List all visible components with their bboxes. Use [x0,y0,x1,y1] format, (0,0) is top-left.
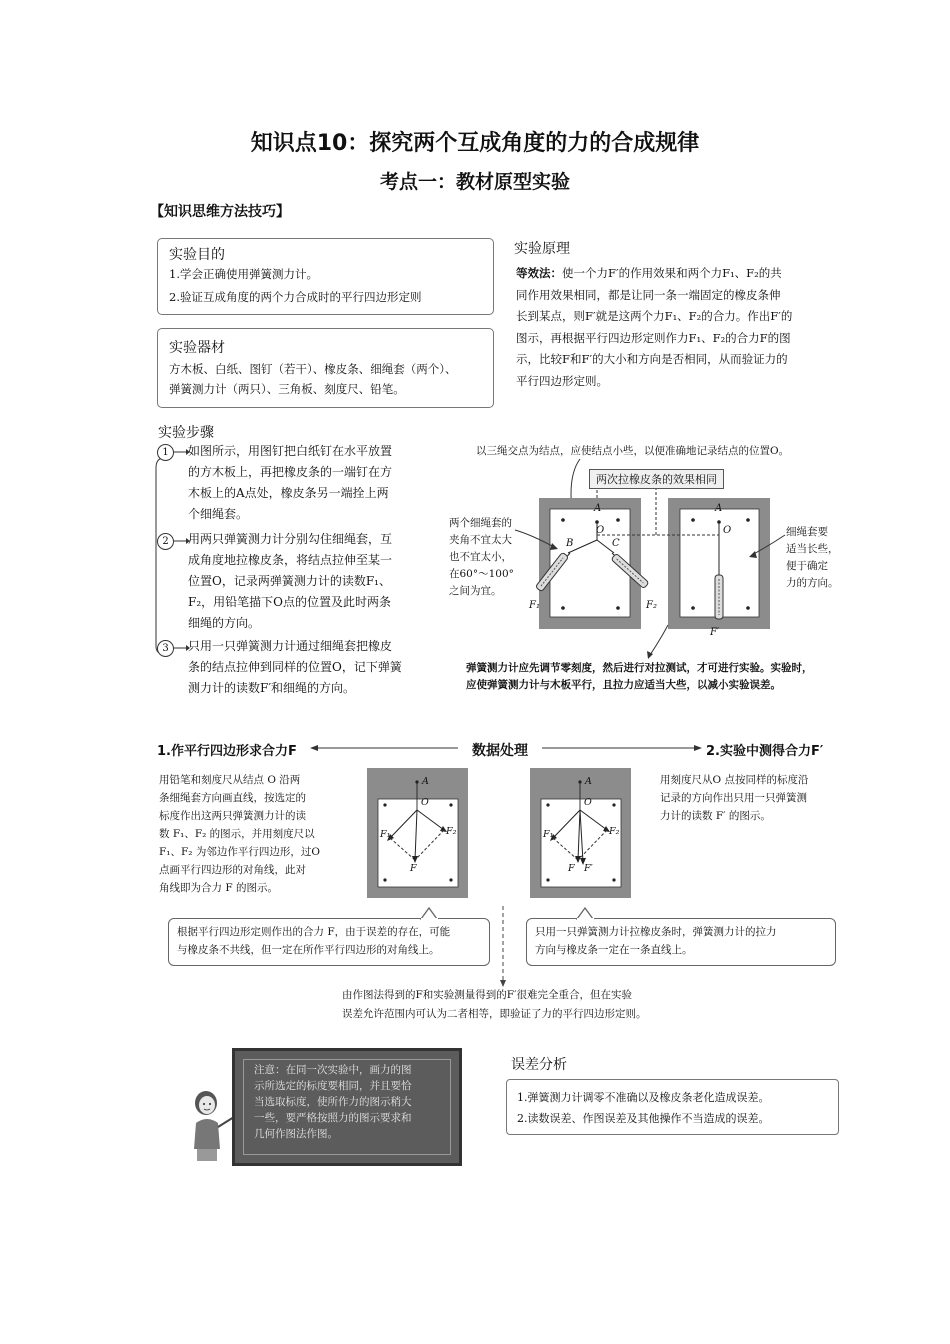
balance-note [466,660,813,694]
callout-pointers [415,906,615,988]
principle-title: 实验原理 [514,241,570,257]
principle-line: 同作用效果相同，都是让同一条一端固定的橡皮条伸 [516,287,781,302]
note-line: 两个细绳套的 [449,517,512,529]
step-number: 1 [157,444,174,461]
error-item: 2.读数误差、作图误差及其他操作不当造成的误差。 [517,1112,770,1125]
section-label: 【知识思维方法技巧】 [150,204,290,220]
text-line: 用刻度尺从O 点按同样的标度沿 [660,774,809,786]
parallelogram-diagrams [360,768,650,900]
angle-note [449,515,514,600]
attention-line: 示所选定的标度要相同，并且要恰 [254,1080,412,1092]
equipment-title: 实验器材 [169,340,225,356]
text-line: 角线即为合力 F 的图示。 [159,882,278,894]
page-title: 知识点10：探究两个互成角度的力的合成规律 [250,131,700,156]
pg-f1-label: F₁ [380,829,391,840]
attention-text [243,1059,451,1155]
text-line: 数 F₁、F₂ 的图示，并用刻度尺以 [159,828,315,840]
method-right-head: 2.实验中测得合力F′ [706,744,824,759]
point-o-label: O [596,525,605,536]
principle-line: 长到某点，则F′就是这两个力F₁、F₂的合力。作出F′的 [516,309,793,323]
note-line: 之间为宜。 [449,585,502,597]
attention-board [232,1048,462,1166]
pg-o-label: O [421,797,429,808]
text-line: 条细绳套方向画直线，按选定的 [159,792,306,804]
point-c-label: C [612,538,620,549]
f1-label: F₁ [529,600,540,611]
data-processing-title: 数据处理 [472,743,528,759]
text-line: F₁、F₂ 为邻边作平行四边形，过O [159,846,320,858]
text-line: 力计的读数 F′ 的图示。 [660,810,771,822]
string-note [786,524,839,592]
knot-note: 以三绳交点为结点，应使结点小些，以便准确地记录结点的位置O。 [476,445,790,457]
method-left-text [159,771,320,897]
step-line: 成角度地拉橡皮条，将结点拉伸至某一 [188,553,393,567]
conclusion-line: 误差允许范围内可认为二者相等，即验证了力的平行四边形定则。 [342,1008,647,1020]
step-line: 测力计的读数F′和细绳的方向。 [188,681,356,695]
step-line: 木板上的A点处，橡皮条另一端拴上两 [188,486,389,500]
note-line: 应使弹簧测力计与木板平行，且拉力应适当大些，以减小实验误差。 [466,679,781,691]
method-right-text [660,771,808,825]
note-line: 细绳套要 [786,526,828,538]
note-line: 适当长些， [786,543,839,555]
pg2-f2-label: F₂ [609,826,620,837]
callout-line: 只用一只弹簧测力计拉橡皮条时，弹簧测力计的拉力 [535,926,777,938]
callout-line: 方向与橡皮条一定在一条直线上。 [535,944,693,956]
equipment-line: 弹簧测力计（两只）、三角板、刻度尺、铅笔。 [169,382,405,396]
point-a-label: A [594,503,602,514]
equipment-line: 方木板、白纸、图钉（若干）、橡皮条、细绳套（两个）、 [169,362,457,376]
note-line: 也不宜太小， [449,551,512,563]
attention-line: 注意：在同一次实验中，画力的图 [254,1064,412,1076]
step-1 [188,441,436,525]
step-number: 3 [157,640,174,657]
purpose-item: 1.学会正确使用弹簧测力计。 [169,267,318,281]
error-box [506,1079,839,1135]
pg2-f-label: F [568,863,575,874]
conclusion-line: 由作图法得到的F和实验测量得到的F′很难完全重合，但在实验 [342,989,632,1001]
pg2-f1-label: F₁ [543,829,554,840]
method-left-head: 1.作平行四边形求合力F [157,744,297,759]
step-line: 位置O，记录两弹簧测力计的读数F₁、 [188,574,391,588]
principle-line: 图示，再根据平行四边形定则作力F₁、F₂的合力F的图 [516,330,791,345]
principle-line: 平行四边形定则。 [516,373,608,388]
fprime-label: F′ [710,627,720,638]
principle-label: 等效法： [516,266,562,280]
text-line: 点画平行四边形的对角线，此对 [159,864,306,876]
step-line: 细绳的方向。 [188,616,261,630]
attention-line: 当选取标度，使所作力的图示稍大 [254,1096,412,1108]
error-item: 1.弹簧测力计调零不准确以及橡皮条老化造成误差。 [517,1091,770,1104]
effect-label: 两次拉橡皮条的效果相同 [589,469,724,489]
note-line: 弹簧测力计应先调节零刻度，然后进行对拉测试，才可进行实验。实验时， [466,662,813,674]
principle-text [516,263,846,392]
pg-f2-label: F₂ [446,826,457,837]
point-b-label: B [566,538,574,549]
attention-line: 几何作图法作图。 [254,1128,338,1140]
f2-label: F₂ [646,600,657,611]
step-line: F₂，用铅笔描下O点的位置及此时两条 [188,595,391,609]
note-line: 夹角不宜太大 [449,534,512,546]
note-line: 在60°～100° [449,568,514,580]
text-line: 标度作出这两只弹簧测力计的读 [159,810,306,822]
step-line: 用两只弹簧测力计分别勾住细绳套，互 [188,532,393,546]
pg2-o-label: O [584,797,592,808]
step-number: 2 [157,533,174,550]
step-line: 如图所示，用图钉把白纸钉在水平放置 [188,444,393,458]
pg2-fprime-label: F′ [584,863,593,874]
purpose-item: 2.验证互成角度的两个力合成时的平行四边形定则 [169,290,422,304]
note-line: 便于确定 [786,560,828,572]
principle-line: 示，比较F和F′的大小和方向是否相同，从而验证力的 [516,352,788,366]
callout-line: 根据平行四边形定则作出的合力 F，由于误差的存在，可能 [177,926,451,938]
pg-a-label: A [422,776,429,787]
callout-line: 与橡皮条不共线，但一定在所作平行四边形的对角线上。 [177,944,440,956]
steps-bracket [150,440,190,710]
step-line: 的方木板上，再把橡皮条的一端钉在方 [188,465,393,479]
teacher-icon [186,1087,236,1167]
pg-f-label: F [410,863,417,874]
text-line: 用铅笔和刻度尺从结点 O 沿两 [159,774,301,786]
pg2-a-label: A [585,776,592,787]
point-o2-label: O [723,525,732,536]
principle-line: 使一个力F′的作用效果和两个力F₁、F₂的共 [562,266,782,280]
step-line: 个细绳套。 [188,507,249,521]
step-3 [188,636,436,699]
error-title: 误差分析 [511,1057,567,1073]
purpose-title: 实验目的 [169,247,225,263]
steps-title: 实验步骤 [158,425,214,441]
attention-line: 一些，要严格按照力的图示要求和 [254,1112,412,1124]
conclusion-text [342,986,647,1024]
purpose-box [157,238,494,315]
equipment-box [157,328,494,408]
step-line: 条的结点拉伸到同样的位置O，记下弹簧 [188,660,402,674]
step-line: 只用一只弹簧测力计通过细绳套把橡皮 [188,639,393,653]
step-2 [188,529,436,634]
note-line: 力的方向。 [786,577,839,589]
page-subtitle: 考点一：教材原型实验 [379,171,570,193]
point-a2-label: A [715,503,723,514]
header-arrows [310,740,710,756]
text-line: 记录的方向作出只用一只弹簧测 [660,792,807,804]
